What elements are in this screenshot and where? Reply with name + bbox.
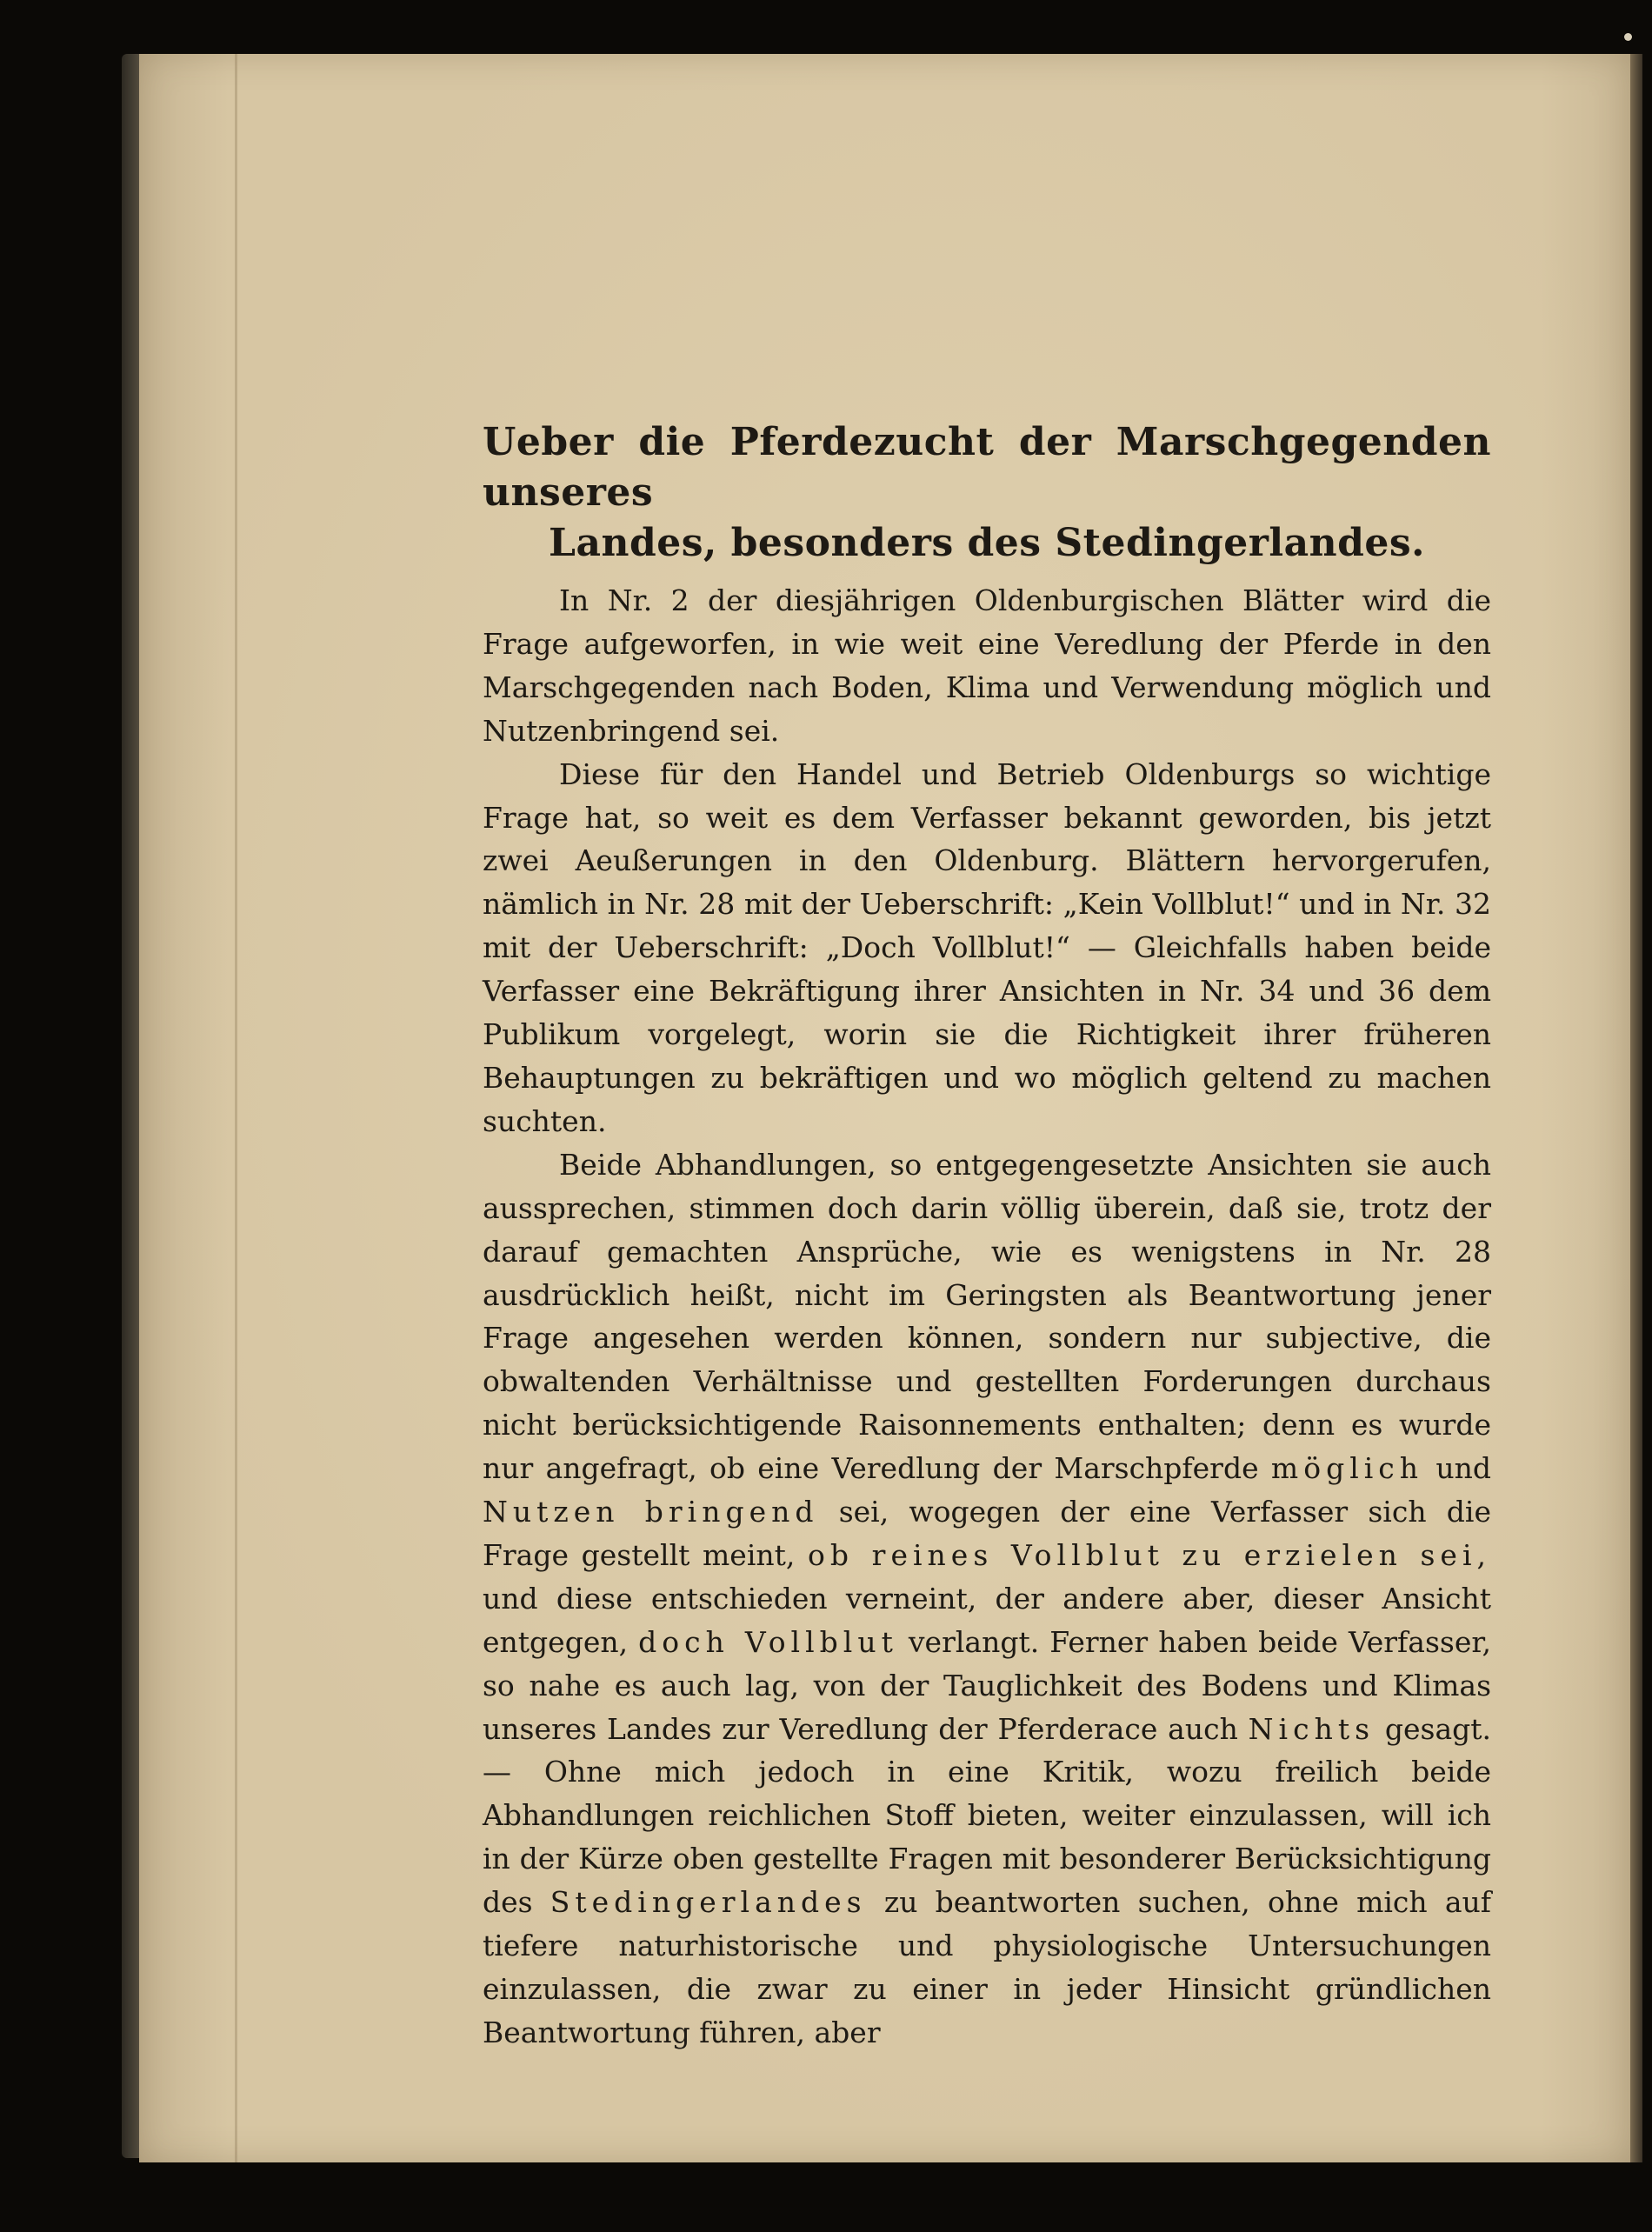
paragraph-3-text: und	[1436, 1451, 1491, 1486]
page-text-block	[483, 417, 1491, 2055]
chapter-title-line-2: Landes, besonders des Stedingerlandes.	[549, 521, 1425, 565]
chapter-title	[483, 417, 1491, 569]
corner-mark	[1624, 33, 1632, 41]
emphasis-text: Nutzen bringend	[483, 1495, 819, 1529]
paragraph-3-text: zu beantworten suchen, ohne mich auf tiefere naturhistorische und physiologische Untersuchungen einzulassen, die zwar zu einer in jeder Hinsicht gründlichen Beantwortung führen, aber	[483, 1885, 1491, 2049]
emphasis-text: ob reines Vollblut zu erzielen sei,	[808, 1537, 1492, 1572]
paragraph-3-text: sei, wogegen der eine Verfasser sich die Frage gestellt meint,	[483, 1495, 1491, 1572]
emphasis-text: Stedingerlandes	[550, 1885, 867, 1920]
page-right-edge	[1630, 54, 1642, 2162]
chapter-title-line-1: Ueber die Pferdezucht der Marschgegenden unseres	[483, 420, 1491, 515]
paragraph-3-text: verlangt. Ferner haben beide Verfasser, so nahe es auch lag, von der Tauglichkeit des Bodens und Klimas unseres Landes zur Veredlung der Pferderace auch	[483, 1624, 1491, 1746]
emphasis-text: möglich	[1270, 1451, 1424, 1486]
paragraph-3-text: gesagt. — Ohne mich jedoch in eine Kritik, wozu freilich beide Abhandlungen reichlichen Stoff bieten, weiter einzulassen, will ich in der Kürze oben gestellte Fragen mit besonderer Berücksichtigung des	[483, 1711, 1491, 1920]
paragraph-3-text: und diese entschieden verneint, der andere aber, dieser Ansicht entgegen,	[483, 1581, 1491, 1659]
emphasis-text: doch Vollblut	[638, 1624, 898, 1659]
paragraph-1: In Nr. 2 der diesjährigen Oldenburgischen Blätter wird die Frage aufgeworfen, in wie weit eine Veredlung der Pferde in den Marschgegenden nach Boden, Klima und Verwendung möglich und Nutzenbringend sei.	[483, 583, 1491, 748]
paragraph-2: Diese für den Handel und Betrieb Oldenburgs so wichtige Frage hat, so weit es dem Verfasser bekannt geworden, bis jetzt zwei Aeußerungen in den Oldenburg. Blättern hervorgerufen, nämlich in Nr. 28 mit der Ueberschrift: „Kein Vollblut!“ und in Nr. 32 mit der Ueberschrift: „Doch Vollblut!“ — Gleichfalls haben beide Verfasser eine Bekräftigung ihrer Ansichten in Nr. 34 und 36 dem Publikum vorgelegt, worin sie die Richtigkeit ihrer früheren Behauptungen zu bekräftigen und wo möglich geltend zu machen suchten.	[483, 756, 1491, 1138]
emphasis-text: Nichts	[1248, 1711, 1376, 1746]
page-fold-line	[235, 54, 237, 2162]
paragraph-3-text: Beide Abhandlungen, so entgegengesetzte Ansichten sie auch aussprechen, stimmen doch darin völlig überein, daß sie, trotz der darauf gemachten Ansprüche, wie es wenigstens in Nr. 28 ausdrücklich heißt, nicht im Geringsten als Beantwortung jener Frage angesehen werden können, sondern nur subjective, die obwaltenden Verhältnisse und gestellten Forderungen durchaus nicht berücksichtigende Raisonnements enthalten; denn es wurde nur angefragt, ob eine Veredlung der Marschpferde	[483, 1147, 1491, 1486]
paragraph-3	[483, 1143, 1491, 2055]
